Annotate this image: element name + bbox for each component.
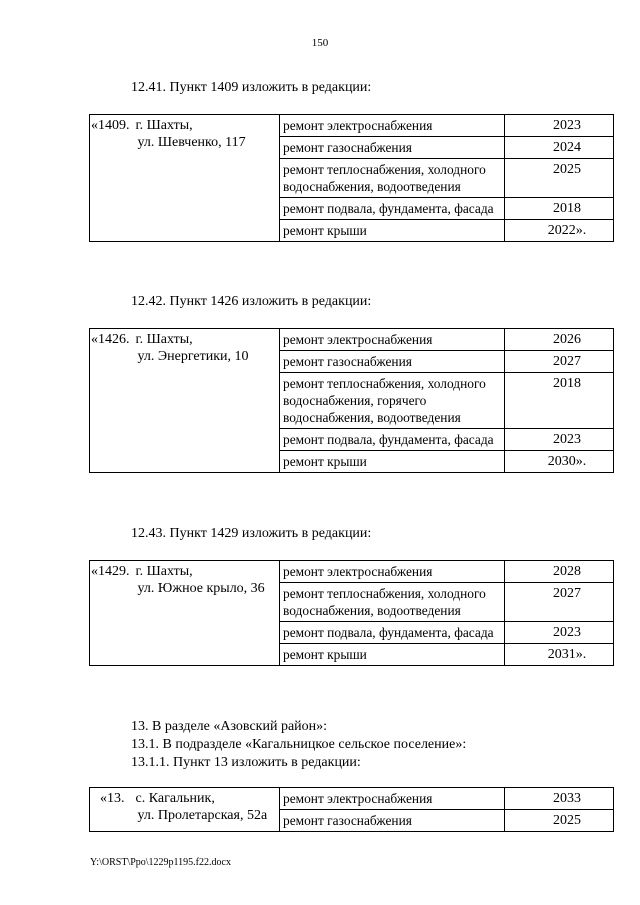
record-address [134,115,280,242]
address-line: ул. Южное крыло, 36 [137,581,265,596]
year-cell: 2023 [505,115,614,137]
work-cell: ремонт крыши [280,644,505,666]
year-cell: 2024 [505,137,614,159]
year-cell: 2022». [505,220,614,242]
record-number: «13. [90,788,134,832]
work-cell: ремонт подвала, фундамента, фасада [280,198,505,220]
work-cell: ремонт подвала, фундамента, фасада [280,429,505,451]
record-address [134,561,280,666]
year-cell: 2031». [505,644,614,666]
work-cell: ремонт электроснабжения [280,561,505,583]
record-number: «1429. [90,561,134,666]
year-cell: 2025 [505,810,614,832]
table-row [90,115,614,137]
record-table-13 [89,787,614,832]
table-row [90,561,614,583]
paragraph-12-41: 12.41. Пункт 1409 изложить в редакции: [131,80,372,95]
work-cell: ремонт крыши [280,451,505,473]
address-line: ул. Энергетики, 10 [137,349,249,364]
year-cell: 2023 [505,622,614,644]
document-path-footer: Y:\ORST\Ppo\1229p1195.f22.docx [90,857,231,868]
year-cell: 2026 [505,329,614,351]
year-cell: 2023 [505,429,614,451]
record-address [134,329,280,473]
year-cell: 2025 [505,159,614,198]
record-table-1429 [89,560,614,666]
paragraph-13: 13. В разделе «Азовский район»: [131,719,328,734]
address-line: г. Шахты, [135,332,193,347]
table-row [90,329,614,351]
work-cell: ремонт электроснабжения [280,329,505,351]
paragraph-13-1: 13.1. В подразделе «Кагальницкое сельское поселение»: [131,737,467,752]
work-cell: ремонт теплоснабжения, холодного водоснабжения, горячего водоснабжения, водоотведения [280,373,505,429]
work-cell: ремонт газоснабжения [280,137,505,159]
work-cell: ремонт электроснабжения [280,115,505,137]
year-cell: 2018 [505,198,614,220]
record-address [134,788,280,832]
address-line: г. Шахты, [135,564,193,579]
year-cell: 2033 [505,788,614,810]
address-line: г. Шахты, [135,118,193,133]
record-number: «1426. [90,329,134,473]
address-line: с. Кагальник, [135,791,215,806]
paragraph-12-42: 12.42. Пункт 1426 изложить в редакции: [131,294,372,309]
record-number: «1409. [90,115,134,242]
paragraph-13-1-1: 13.1.1. Пункт 13 изложить в редакции: [131,755,361,770]
year-cell: 2027 [505,351,614,373]
work-cell: ремонт газоснабжения [280,351,505,373]
work-cell: ремонт электроснабжения [280,788,505,810]
table-row [90,788,614,810]
record-table-1409 [89,114,614,242]
work-cell: ремонт газоснабжения [280,810,505,832]
paragraph-12-43: 12.43. Пункт 1429 изложить в редакции: [131,526,372,541]
work-cell: ремонт теплоснабжения, холодного водоснабжения, водоотведения [280,583,505,622]
page-number: 150 [311,37,329,49]
year-cell: 2018 [505,373,614,429]
year-cell: 2028 [505,561,614,583]
year-cell: 2030». [505,451,614,473]
work-cell: ремонт крыши [280,220,505,242]
work-cell: ремонт подвала, фундамента, фасада [280,622,505,644]
address-line: ул. Шевченко, 117 [137,135,246,150]
year-cell: 2027 [505,583,614,622]
record-table-1426 [89,328,614,473]
work-cell: ремонт теплоснабжения, холодного водоснабжения, водоотведения [280,159,505,198]
address-line: ул. Пролетарская, 52а [137,808,268,823]
